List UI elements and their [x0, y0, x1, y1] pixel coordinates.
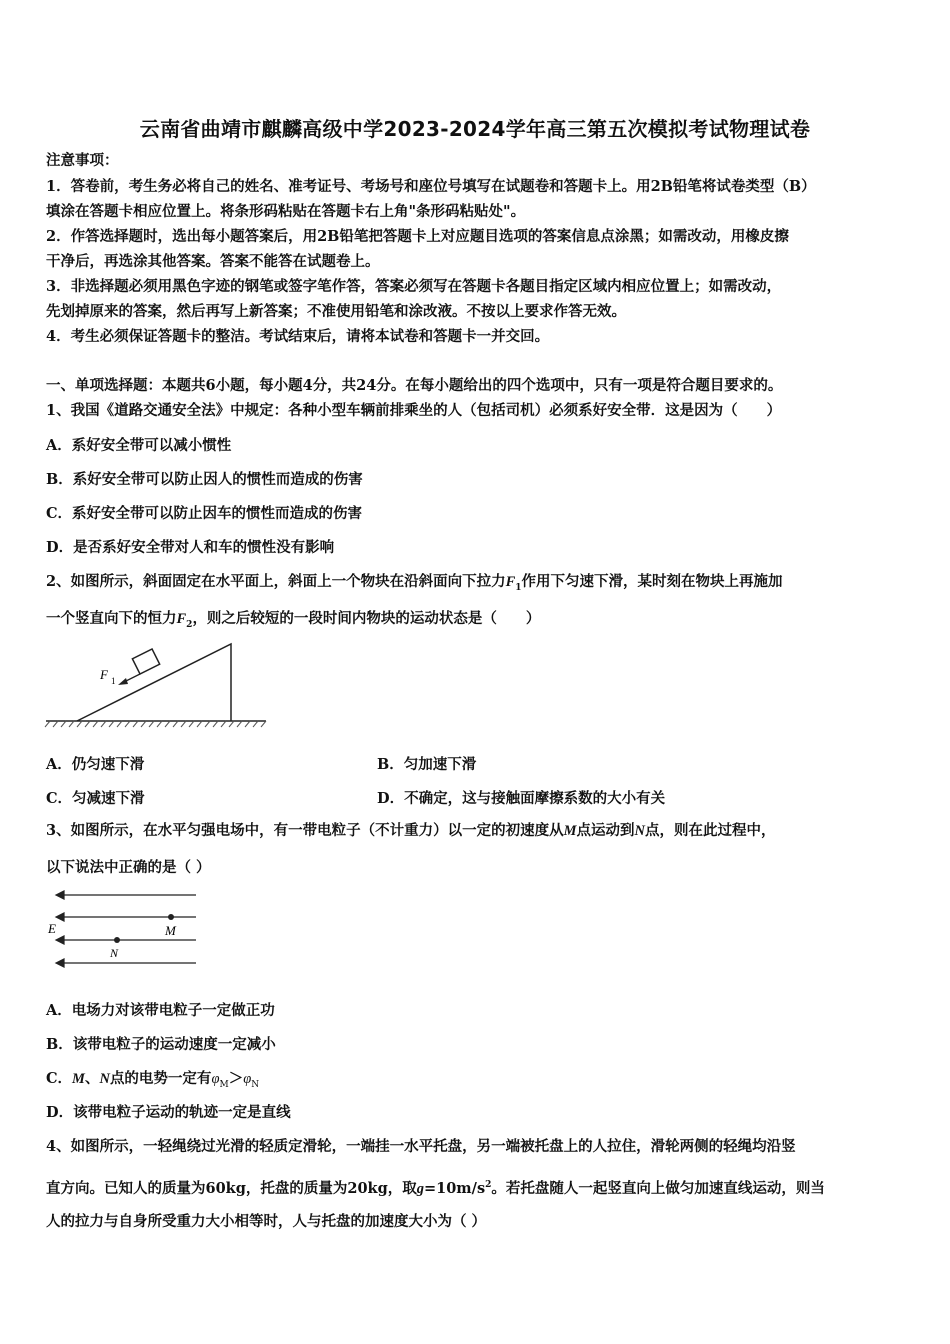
notice-line: 4．考生必须保证答题卡的整洁。考试结束后，请将本试卷和答题卡一并交回。 — [46, 328, 550, 345]
q4-stem-line3: 人的拉力与自身所受重力大小相等时，人与托盘的加速度大小为（ ） — [46, 1213, 487, 1230]
q4-stem-line1: 4、如图所示，一轻绳绕过光滑的轻质定滑轮，一端挂一水平托盘，另一端被托盘上的人拉住，滑轮两侧的轻绳均沿竖 — [46, 1138, 796, 1155]
q1-option-d: D．是否系好安全带对人和车的惯性没有影响 — [46, 539, 335, 556]
q2-stem-line1: 2、如图所示，斜面固定在水平面上，斜面上一个物块在沿斜面向下拉力$F_1$作用下匀速下滑，某时刻在物块上再施加 — [46, 573, 783, 593]
q4-stem-line2: 直方向。已知人的质量为60kg，托盘的质量为20kg，取$g=10m/s^2$。若托盘随人一起竖直向上做匀加速直线运动，则当 — [46, 1179, 825, 1197]
notice-line: 填涂在答题卡相应位置上。将条形码粘贴在答题卡右上角"条形码粘贴处"。 — [46, 203, 526, 220]
q3-stem-line2: 以下说法中正确的是（ ） — [46, 859, 211, 876]
q2-option-a: A．仍匀速下滑 — [46, 756, 145, 773]
q3-option-c: C．M、N点的电势一定有$\varphi_M>\varphi_N$ — [46, 1070, 260, 1090]
notice-line: 干净后，再选涂其他答案。答案不能答在试题卷上。 — [46, 253, 380, 270]
label-e: E — [48, 921, 56, 936]
q2-option-b: B．匀加速下滑 — [377, 756, 477, 773]
q2-option-d: D．不确定，这与接触面摩擦系数的大小有关 — [377, 790, 666, 807]
notice-line: 3．非选择题必须用黑色字迹的钢笔或签字笔作答，答案必须写在答题卡各题目指定区域内相应位置上；如需改动， — [46, 278, 782, 295]
section-heading: 一、单项选择题：本题共6小题，每小题4分，共24分。在每小题给出的四个选项中，只有一项是符合题目要求的。 — [46, 377, 783, 394]
q1-option-a: A．系好安全带可以减小惯性 — [46, 437, 232, 454]
q3-option-d: D．该带电粒子运动的轨迹一定是直线 — [46, 1104, 291, 1121]
notice-line: 1．答卷前，考生务必将自己的姓名、准考证号、考场号和座位号填写在试题卷和答题卡上。用2B铅笔将试卷类型（B） — [46, 178, 816, 195]
label-m: M — [165, 923, 176, 938]
q2-option-c: C．匀减速下滑 — [46, 790, 145, 807]
q1-stem: 1、我国《道路交通安全法》中规定：各种小型车辆前排乘坐的人（包括司机）必须系好安全带．这是因为（ ） — [46, 402, 782, 419]
point-m — [168, 914, 174, 920]
label-n: N — [110, 946, 119, 960]
notice-line: 先划掉原来的答案，然后再写上新答案；不准使用铅笔和涂改液。不按以上要求作答无效。 — [46, 303, 626, 320]
incline-diagram — [44, 636, 270, 732]
electric-field-diagram — [44, 884, 204, 970]
page-title: 云南省曲靖市麒麟高级中学2023-2024学年高三第五次模拟考试物理试卷 — [139, 117, 811, 141]
q3-stem-line1: 3、如图所示，在水平匀强电场中，有一带电粒子（不计重力）以一定的初速度从M点运动到N点，则在此过程中， — [46, 822, 776, 839]
notice-heading: 注意事项： — [46, 152, 119, 169]
f1-label: F — [100, 667, 108, 682]
point-n — [114, 937, 120, 943]
q2-stem-line2: 一个竖直向下的恒力$F_2$，则之后较短的一段时间内物块的运动状态是（ ） — [46, 610, 541, 630]
q1-option-c: C．系好安全带可以防止因车的惯性而造成的伤害 — [46, 505, 363, 522]
q3-option-b: B．该带电粒子的运动速度一定减小 — [46, 1036, 276, 1053]
notice-line: 2．作答选择题时，选出每小题答案后，用2B铅笔把答题卡上对应题目选项的答案信息点涂黑；如需改动，用橡皮擦 — [46, 228, 789, 245]
q1-option-b: B．系好安全带可以防止因人的惯性而造成的伤害 — [46, 471, 363, 488]
f1-label-sub: 1 — [111, 676, 116, 686]
q3-option-a: A．电场力对该带电粒子一定做正功 — [46, 1002, 275, 1019]
